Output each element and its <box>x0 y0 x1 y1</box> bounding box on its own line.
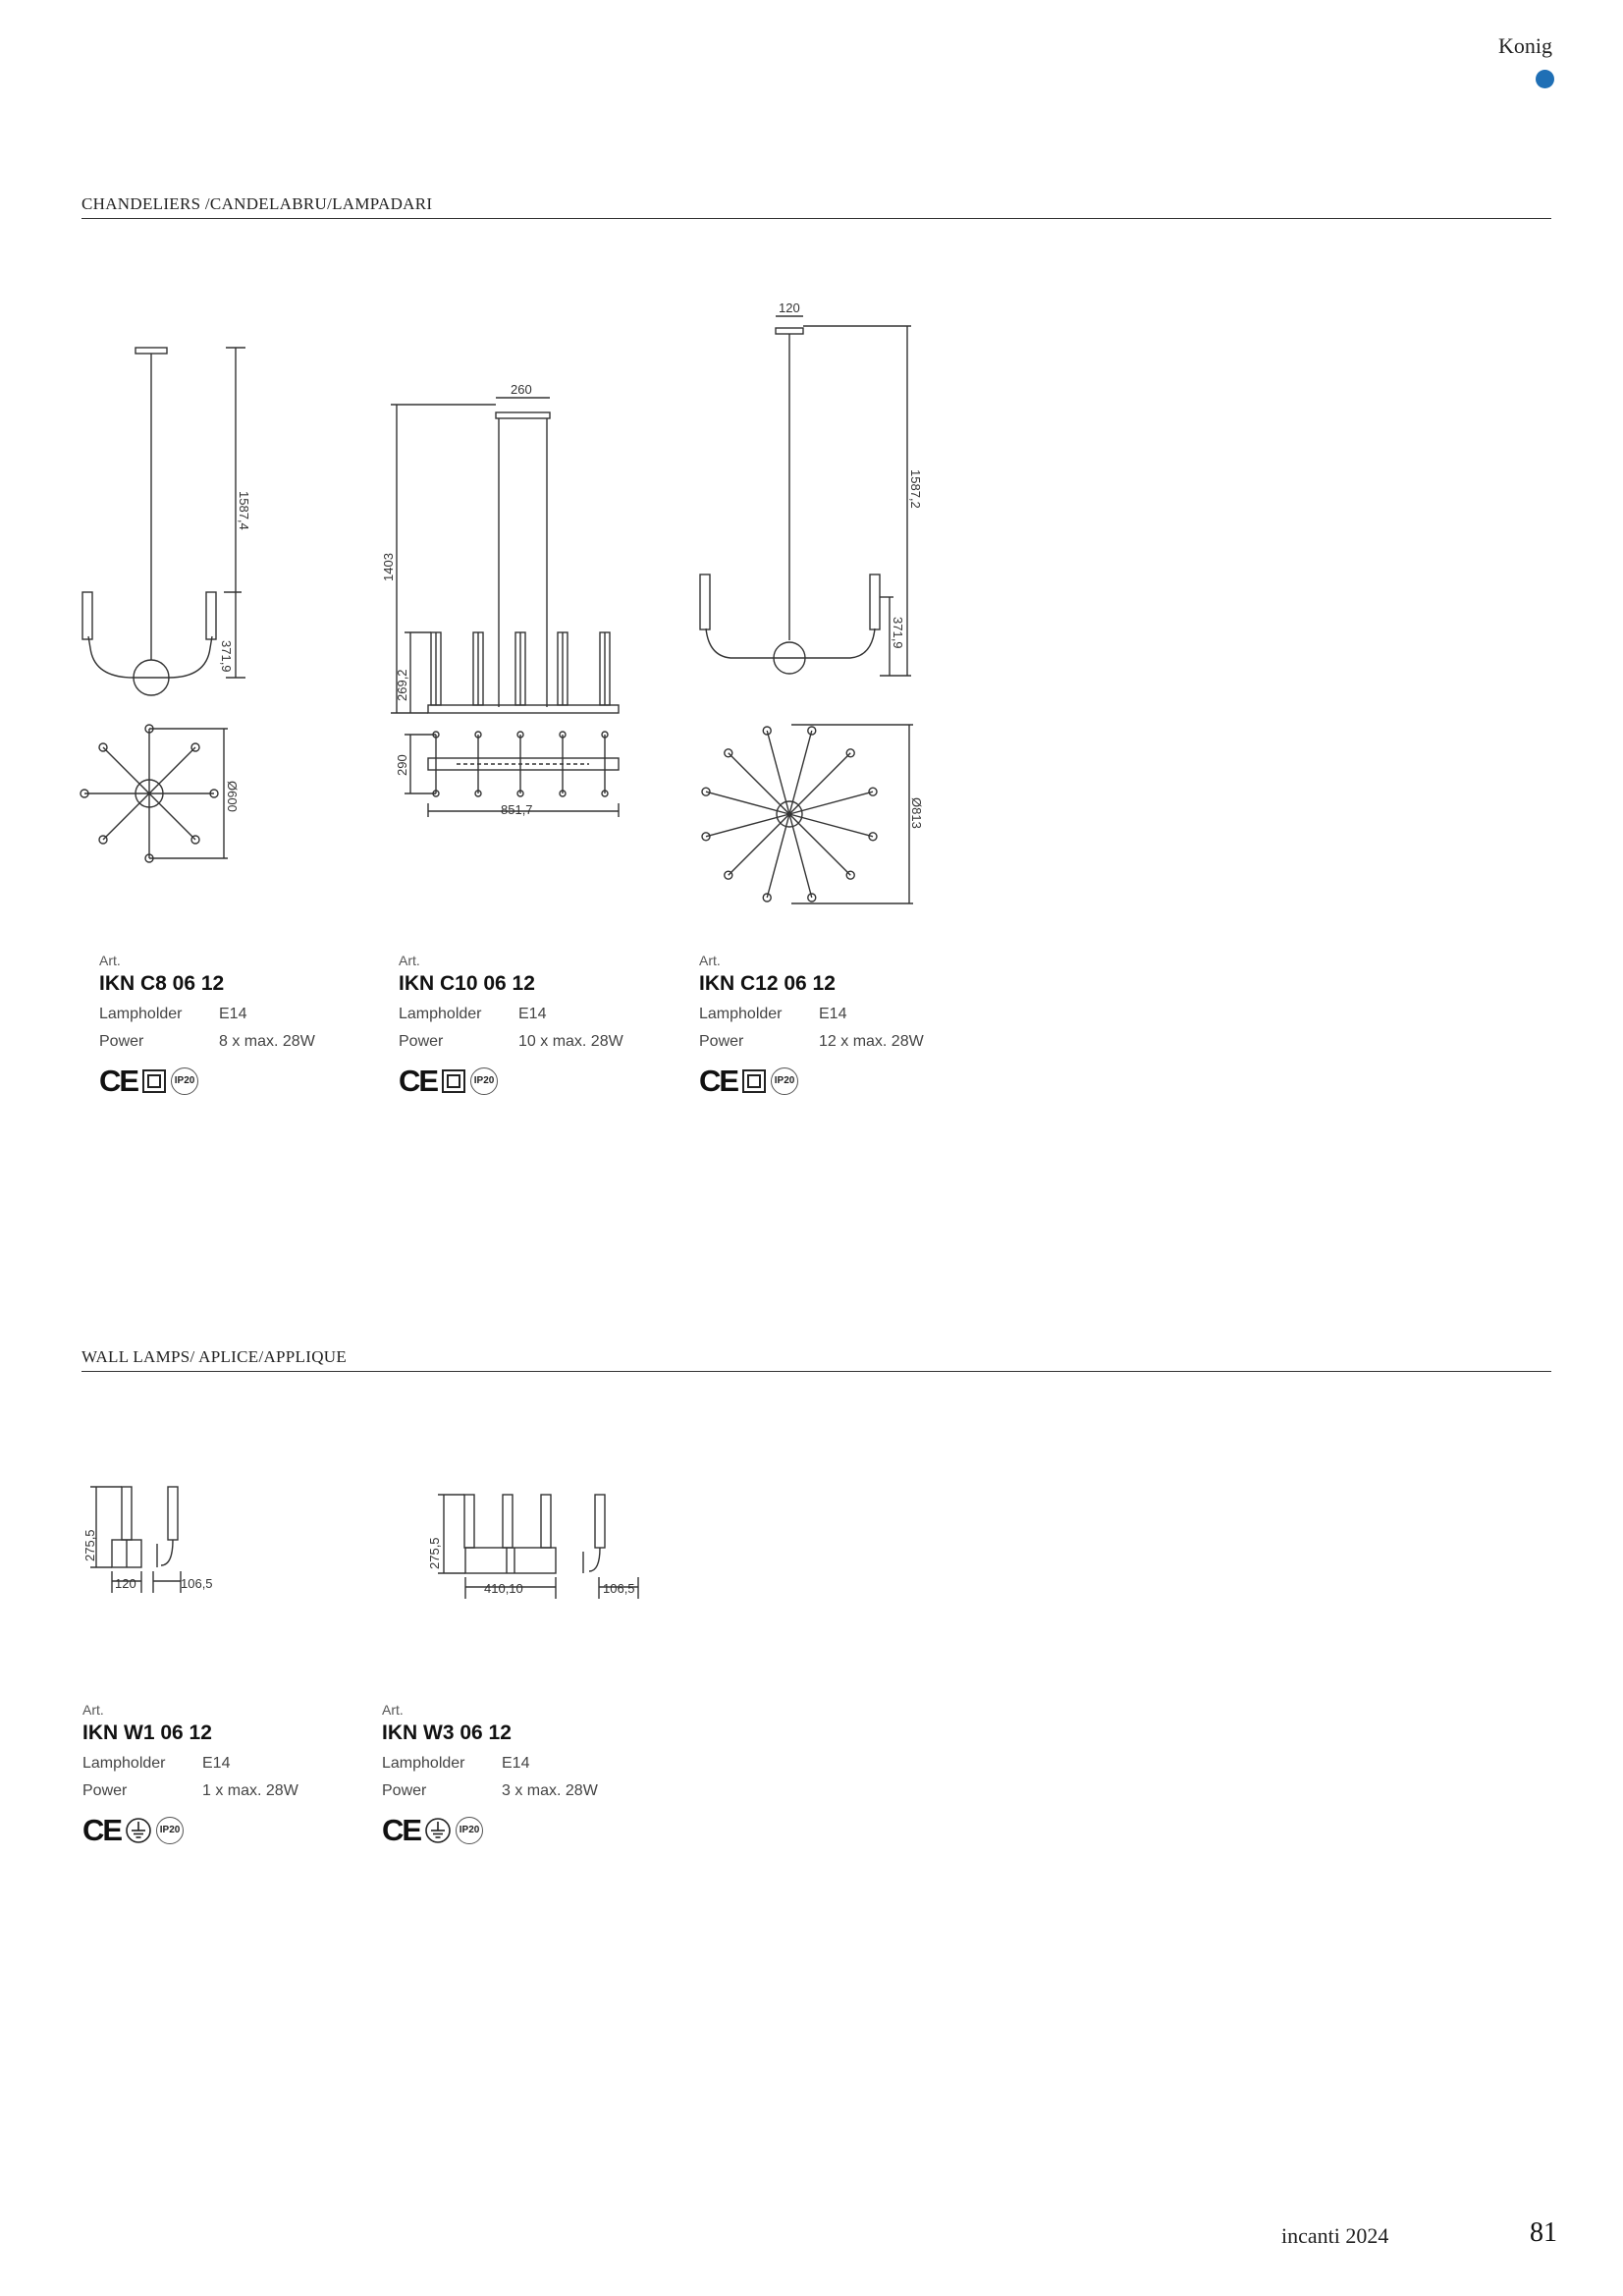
section-title-wall-lamps: WALL LAMPS/ APLICE/APPLIQUE <box>81 1347 1551 1372</box>
page-number: 81 <box>1530 2217 1557 2248</box>
ip20-badge: IP20 <box>470 1067 498 1095</box>
w3-projection-label: 106,5 <box>603 1581 635 1596</box>
power-label: Power <box>82 1782 128 1799</box>
power-label: Power <box>99 1033 144 1050</box>
c8-arm-label: 371,9 <box>219 640 234 673</box>
c10-arm-label: 269,2 <box>395 669 409 701</box>
power-label: Power <box>399 1033 444 1050</box>
ip20-badge: IP20 <box>171 1067 198 1095</box>
c10-top-width-label: 260 <box>511 382 532 397</box>
lampholder-label: Lampholder <box>82 1755 166 1772</box>
ip20-badge: IP20 <box>771 1067 798 1095</box>
certification-marks <box>99 1066 354 1096</box>
ce-mark: CE <box>399 1064 438 1098</box>
power-label: Power <box>699 1033 744 1050</box>
c12-height-label: 1587,2 <box>908 469 923 509</box>
catalog-title: incanti 2024 <box>1281 2223 1389 2248</box>
art-label: Art. <box>99 953 121 968</box>
c12-top-view <box>702 725 924 903</box>
power-row <box>699 1028 954 1056</box>
lampholder-value: E14 <box>202 1755 231 1772</box>
product-code: IKN C8 06 12 <box>99 972 225 995</box>
ip20-badge: IP20 <box>156 1817 184 1844</box>
c10-depth-label: 290 <box>395 754 409 776</box>
product-code: IKN W3 06 12 <box>382 1722 512 1744</box>
lampholder-label: Lampholder <box>99 1006 183 1022</box>
product-spec-c12 <box>699 953 954 1096</box>
w3-width-label: 410,10 <box>484 1581 523 1596</box>
c10-length-label: 851,7 <box>501 802 533 817</box>
brand-name: Konig <box>1498 33 1552 58</box>
c8-side-view <box>82 348 251 695</box>
lampholder-label: Lampholder <box>382 1755 465 1772</box>
power-value: 8 x max. 28W <box>219 1033 315 1050</box>
w1-projection-label: 106,5 <box>181 1576 213 1591</box>
lampholder-row <box>399 1001 654 1028</box>
product-spec-w1 <box>82 1702 338 1845</box>
lampholder-row <box>99 1001 354 1028</box>
c10-side-view <box>381 382 619 713</box>
ce-mark: CE <box>382 1813 421 1847</box>
power-label: Power <box>382 1782 427 1799</box>
certification-marks <box>382 1815 637 1845</box>
lampholder-value: E14 <box>219 1006 247 1022</box>
lampholder-label: Lampholder <box>699 1006 783 1022</box>
c8-diameter-label: Ø600 <box>225 781 240 812</box>
certification-marks <box>399 1066 654 1096</box>
c10-height-label: 1403 <box>381 553 396 581</box>
c12-diameter-label: Ø813 <box>909 797 924 829</box>
ce-mark: CE <box>699 1064 738 1098</box>
w3-height-label: 275,5 <box>427 1537 442 1569</box>
double-insulation-icon <box>741 1068 767 1094</box>
certification-marks <box>699 1066 954 1096</box>
power-row <box>399 1028 654 1056</box>
section-title-chandeliers: CHANDELIERS /CANDELABRU/LAMPADARI <box>81 194 1551 219</box>
power-row <box>99 1028 354 1056</box>
art-label: Art. <box>699 953 721 968</box>
lampholder-label: Lampholder <box>399 1006 482 1022</box>
c10-top-view <box>395 732 619 817</box>
earth-ground-icon <box>125 1817 152 1844</box>
lampholder-row <box>382 1750 637 1777</box>
double-insulation-icon <box>441 1068 466 1094</box>
power-value: 12 x max. 28W <box>819 1033 924 1050</box>
power-value: 10 x max. 28W <box>518 1033 623 1050</box>
power-value: 1 x max. 28W <box>202 1782 298 1799</box>
double-insulation-icon <box>141 1068 167 1094</box>
c12-top-width-label: 120 <box>779 301 800 315</box>
lampholder-value: E14 <box>518 1006 547 1022</box>
product-code: IKN W1 06 12 <box>82 1722 212 1744</box>
lampholder-row <box>82 1750 338 1777</box>
power-row <box>82 1777 338 1805</box>
w3-drawing <box>427 1495 638 1599</box>
product-spec-w3 <box>382 1702 637 1845</box>
c12-side-view <box>700 301 923 676</box>
w1-width-label: 120 <box>115 1576 136 1591</box>
product-spec-c10 <box>399 953 654 1096</box>
c8-height-label: 1587,4 <box>237 491 251 530</box>
art-label: Art. <box>399 953 420 968</box>
art-label: Art. <box>382 1702 404 1718</box>
lampholder-value: E14 <box>502 1755 530 1772</box>
lampholder-row <box>699 1001 954 1028</box>
product-code: IKN C12 06 12 <box>699 972 836 995</box>
ce-mark: CE <box>99 1064 138 1098</box>
lampholder-value: E14 <box>819 1006 847 1022</box>
w1-height-label: 275,5 <box>82 1529 97 1561</box>
earth-ground-icon <box>424 1817 452 1844</box>
art-label: Art. <box>82 1702 104 1718</box>
c8-top-view <box>81 725 240 862</box>
power-row <box>382 1777 637 1805</box>
power-value: 3 x max. 28W <box>502 1782 598 1799</box>
product-spec-c8 <box>99 953 354 1096</box>
c12-arm-label: 371,9 <box>891 617 905 649</box>
certification-marks <box>82 1815 338 1845</box>
w1-drawing <box>82 1487 213 1593</box>
ce-mark: CE <box>82 1813 122 1847</box>
product-code: IKN C10 06 12 <box>399 972 535 995</box>
ip20-badge: IP20 <box>456 1817 483 1844</box>
